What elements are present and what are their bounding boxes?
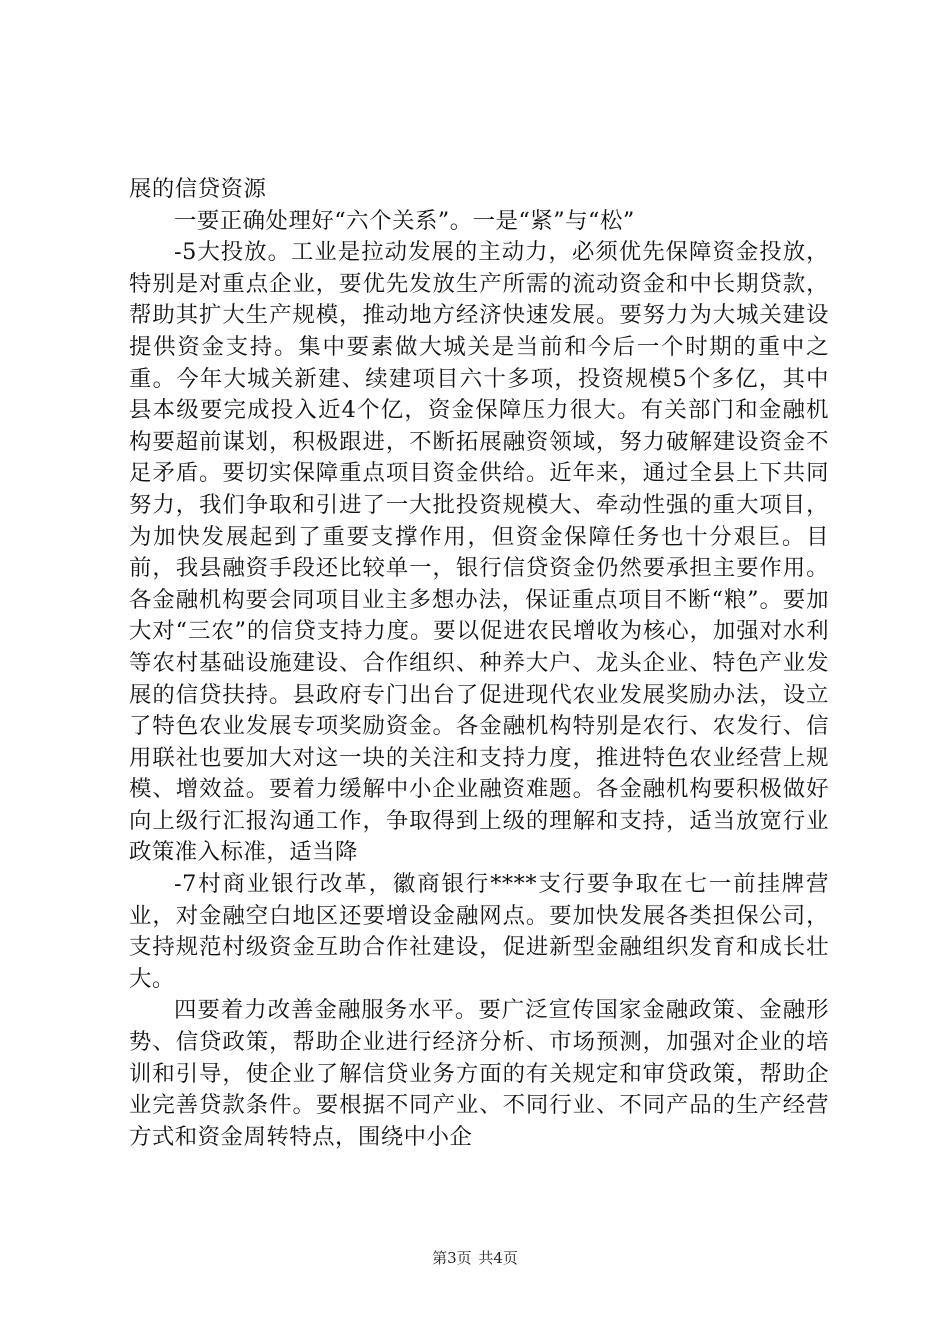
page-number: 第3页 xyxy=(432,1249,472,1267)
paragraph-continuation: 展的信贷资源 xyxy=(129,176,267,202)
document-body xyxy=(129,174,829,1153)
paragraph-rural-bank-reform: -7村商业银行改革，徽商银行****支行要争取在七一前挂牌营业，对金融空白地区还要增设金融网点。要加快发展各类担保公司，支持规范村级资金互助合作社建设，促进新型金融组织发育和成长壮大。 xyxy=(129,871,829,992)
page-total: 共4页 xyxy=(478,1249,518,1267)
paragraph-financial-service: 四要着力改善金融服务水平。要广泛宣传国家金融政策、金融形势、信贷政策，帮助企业进行经济分析、市场预测，加强对企业的培训和引导，使企业了解信贷业务方面的有关规定和审贷政策，帮助企业完善贷款条件。要根据不同产业、不同行业、不同产品的生产经营方式和资金周转特点，围绕中小企 xyxy=(129,997,829,1150)
page-footer xyxy=(0,1247,950,1268)
paragraph-credit-investment: -5大投放。工业是拉动发展的主动力，必须优先保障资金投放，特别是对重点企业，要优先发放生产所需的流动资金和中长期贷款，帮助其扩大生产规模，推动地方经济快速发展。要努力为大城关建设提供资金支持。集中要素做大城关是当前和今后一个时期的重中之重。今年大城关新建、续建项目六十多项，投资规模5个多亿，其中县本级要完成投入近4个亿，资金保障压力很大。有关部门和金融机构要超前谋划，积极跟进，不断拓展融资领域，努力破解建设资金不足矛盾。要切实保障重点项目资金供给。近年来，通过全县上下共同努力，我们争取和引进了一大批投资规模大、牵动性强的重大项目，为加快发展起到了重要支撑作用，但资金保障任务也十分艰巨。目前，我县融资手段还比较单一，银行信贷资金仍然要承担主要作用。各金融机构要会同项目业主多想办法，保证重点项目不断“粮”。要加大对“三农”的信贷支持力度。要以促进农民增收为核心，加强对水利等农村基础设施建设、合作组织、种养大户、龙头企业、特色产业发展的信贷扶持。县政府专门出台了促进现代农业发展奖励办法，设立了特色农业发展专项奖励资金。各金融机构特别是农行、农发行、信用联社也要加大对这一块的关注和支持力度，推进特色农业经营上规模、增效益。要着力缓解中小企业融资难题。各金融机构要积极做好向上级行汇报沟通工作，争取得到上级的理解和支持，适当放宽行业政策准入标准，适当降 xyxy=(129,239,829,866)
paragraph-six-relations: 一要正确处理好“六个关系”。一是“紧”与“松” xyxy=(174,207,635,234)
